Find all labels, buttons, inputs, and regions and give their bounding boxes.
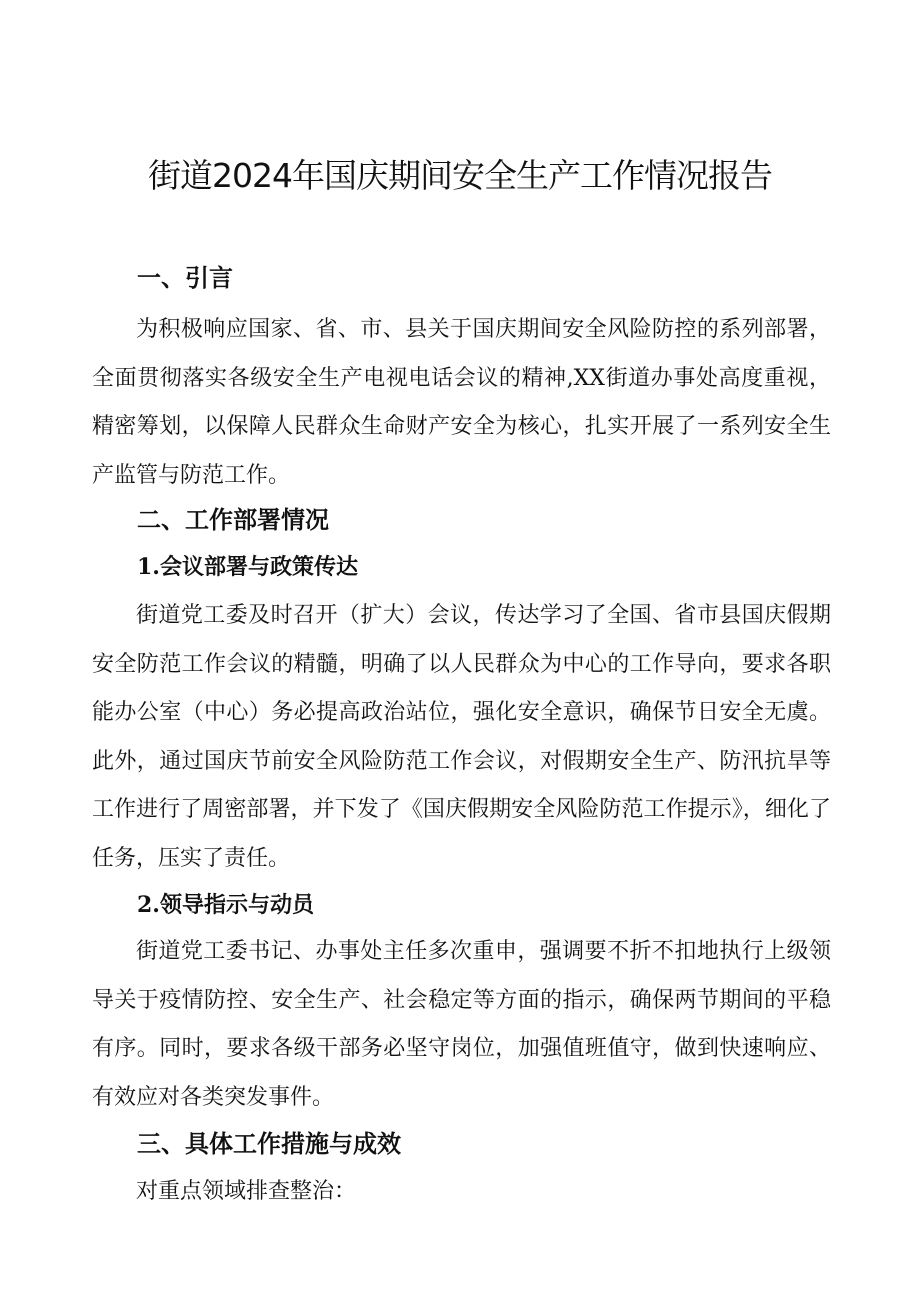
- subsection-heading-meeting: 1.会议部署与政策传达: [137, 554, 358, 580]
- document-title: 街道2024年国庆期间安全生产工作情况报告: [148, 156, 772, 195]
- measures-lead-text: 对重点领域排查整治：: [136, 1179, 357, 1204]
- subsection-heading-leadership: 2.领导指示与动员: [137, 892, 314, 918]
- section-heading-measures: 三、具体工作措施与成效: [137, 1130, 401, 1158]
- meeting-paragraph: 街道党工委及时召开（扩大）会议，传达学习了全国、省市县国庆假期安全防范工作会议的精髓，明确了以人民群众为中心的工作导向，要求各职能办公室（中心）务必提高政治站位，强化安全意识，确保节日安全无虞。此外，通过国庆节前安全风险防范工作会议，对假期安全生产、防汛抗旱等工作进行了周密部署，并下发了《国庆假期安全风险防范工作提示》，细化了任务，压实了责任。: [92, 603, 831, 871]
- leadership-paragraph: 街道党工委书记、办事处主任多次重申，强调要不折不扣地执行上级领导关于疫情防控、安全生产、社会稳定等方面的指示，确保两节期间的平稳有序。同时，要求各级干部务必坚守岗位，加强值班值守，做到快速响应、有效应对各类突发事件。: [92, 939, 831, 1110]
- section-heading-intro: 一、引言: [137, 264, 233, 292]
- section-heading-deployment: 二、工作部署情况: [137, 506, 329, 534]
- intro-paragraph: 为积极响应国家、省、市、县关于国庆期间安全风险防控的系列部署，全面贯彻落实各级安全生产电视电话会议的精神,XX街道办事处高度重视，精密筹划，以保障人民群众生命财产安全为核心，扎实开展了一系列安全生产监管与防范工作。: [92, 317, 831, 488]
